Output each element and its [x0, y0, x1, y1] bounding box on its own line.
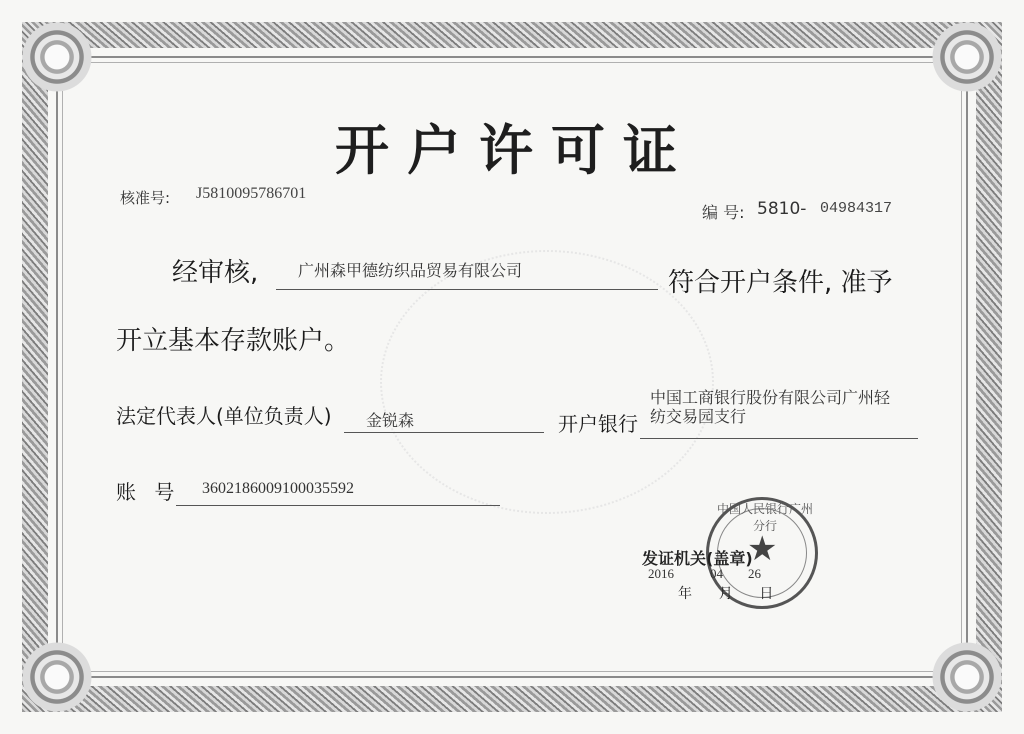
date-day: 26 — [748, 566, 761, 581]
serial-label: 编 号: — [702, 203, 745, 222]
account-underline — [176, 505, 500, 506]
account-number: 3602186009100035592 — [202, 480, 354, 497]
legal-rep-label: 法定代表人(单位负责人) — [116, 404, 332, 428]
legal-rep-name: 金锐森 — [366, 413, 415, 430]
approval-number: J5810095786701 — [196, 185, 307, 202]
star-icon: ★ — [747, 529, 778, 569]
date-units: 年 月 日 — [678, 586, 774, 602]
approval-label: 核准号: — [120, 189, 171, 207]
date-year: 2016 — [648, 566, 674, 581]
corner-ornament-icon — [18, 18, 96, 96]
bank-label: 开户银行 — [558, 412, 638, 436]
account-type-text: 开立基本存款账户。 — [116, 326, 351, 356]
company-underline — [276, 289, 658, 290]
corner-ornament-icon — [18, 638, 96, 716]
corner-ornament-icon — [928, 638, 1006, 716]
company-name: 广州森甲德纺织品贸易有限公司 — [298, 263, 523, 280]
account-label: 账 号 — [116, 480, 181, 504]
seal-text: 中国人民银行广州分行 — [716, 502, 813, 533]
serial-prefix: 5810- — [757, 199, 807, 219]
certificate-title: 开户许可证 — [335, 118, 695, 182]
reviewed-label: 经审核, — [172, 258, 259, 288]
legal-rep-underline — [344, 432, 544, 433]
bank-name-line2: 纺交易园支行 — [650, 409, 747, 426]
bank-name-line1: 中国工商银行股份有限公司广州轻 — [650, 390, 891, 407]
bank-underline — [640, 438, 918, 439]
serial-number: 04984317 — [820, 200, 893, 217]
issuer-label: 发证机关(盖章) — [642, 549, 753, 568]
corner-ornament-icon — [928, 18, 1006, 96]
date-month: 04 — [710, 566, 723, 581]
condition-text: 符合开户条件, 准予 — [668, 268, 893, 298]
